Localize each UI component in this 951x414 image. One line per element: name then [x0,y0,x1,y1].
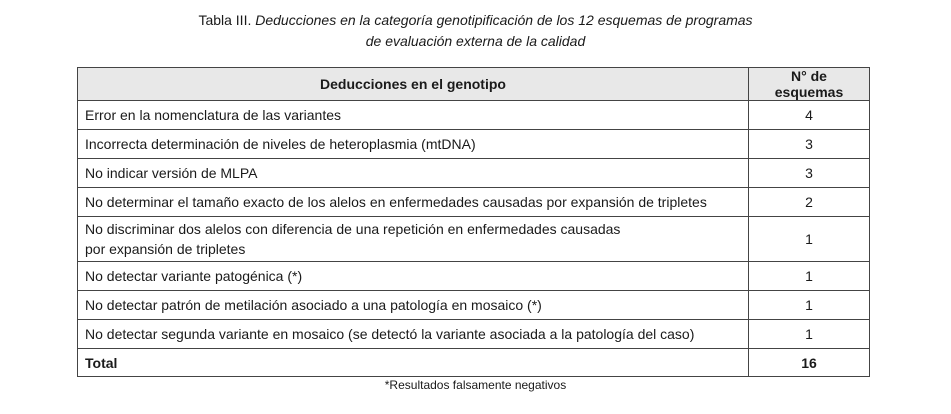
table-caption [0,10,951,52]
row-count: 1 [749,320,870,349]
table-row [78,320,870,349]
row-description: Incorrecta determinación de niveles de heteroplasmia (mtDNA) [78,130,749,159]
table-row [78,159,870,188]
header-count: N° de esquemas [749,68,870,101]
deductions-table [77,67,870,377]
header-deductions: Deducciones en el genotipo [78,68,749,101]
row-description [78,217,749,262]
row-count: 1 [749,262,870,291]
row-description-line-1: No discriminar dos alelos con diferencia de una repetición en enfermedades causadas [85,221,621,237]
caption-label: Tabla III. [198,12,252,28]
row-description: No detectar segunda variante en mosaico (se detectó la variante asociada a la patología del caso) [78,320,749,349]
caption-line-1 [0,10,951,31]
row-count: 2 [749,188,870,217]
table-row [78,291,870,320]
total-count: 16 [749,349,870,377]
table-row [78,262,870,291]
row-count: 4 [749,101,870,130]
caption-title: Deducciones en la categoría genotipificación de los 12 esquemas de programas [255,12,753,28]
row-count: 3 [749,159,870,188]
row-description: No detectar patrón de metilación asociado a una patología en mosaico (*) [78,291,749,320]
total-label: Total [78,349,749,377]
row-description-line-2: por expansión de tripletes [85,241,246,257]
table-footnote: *Resultados falsamente negativos [384,378,567,392]
table-row [78,217,870,262]
row-description: No determinar el tamaño exacto de los alelos en enfermedades causadas por expansión de tripletes [78,188,749,217]
row-description: Error en la nomenclatura de las variantes [78,101,749,130]
row-count: 1 [749,217,870,262]
table-row [78,188,870,217]
table-row [78,130,870,159]
row-description: No indicar versión de MLPA [78,159,749,188]
table-total-row [78,349,870,377]
row-count: 3 [749,130,870,159]
table-row [78,101,870,130]
row-count: 1 [749,291,870,320]
table-header-row [78,68,870,101]
row-description: No detectar variante patogénica (*) [78,262,749,291]
caption-line-2: de evaluación externa de la calidad [365,33,586,49]
